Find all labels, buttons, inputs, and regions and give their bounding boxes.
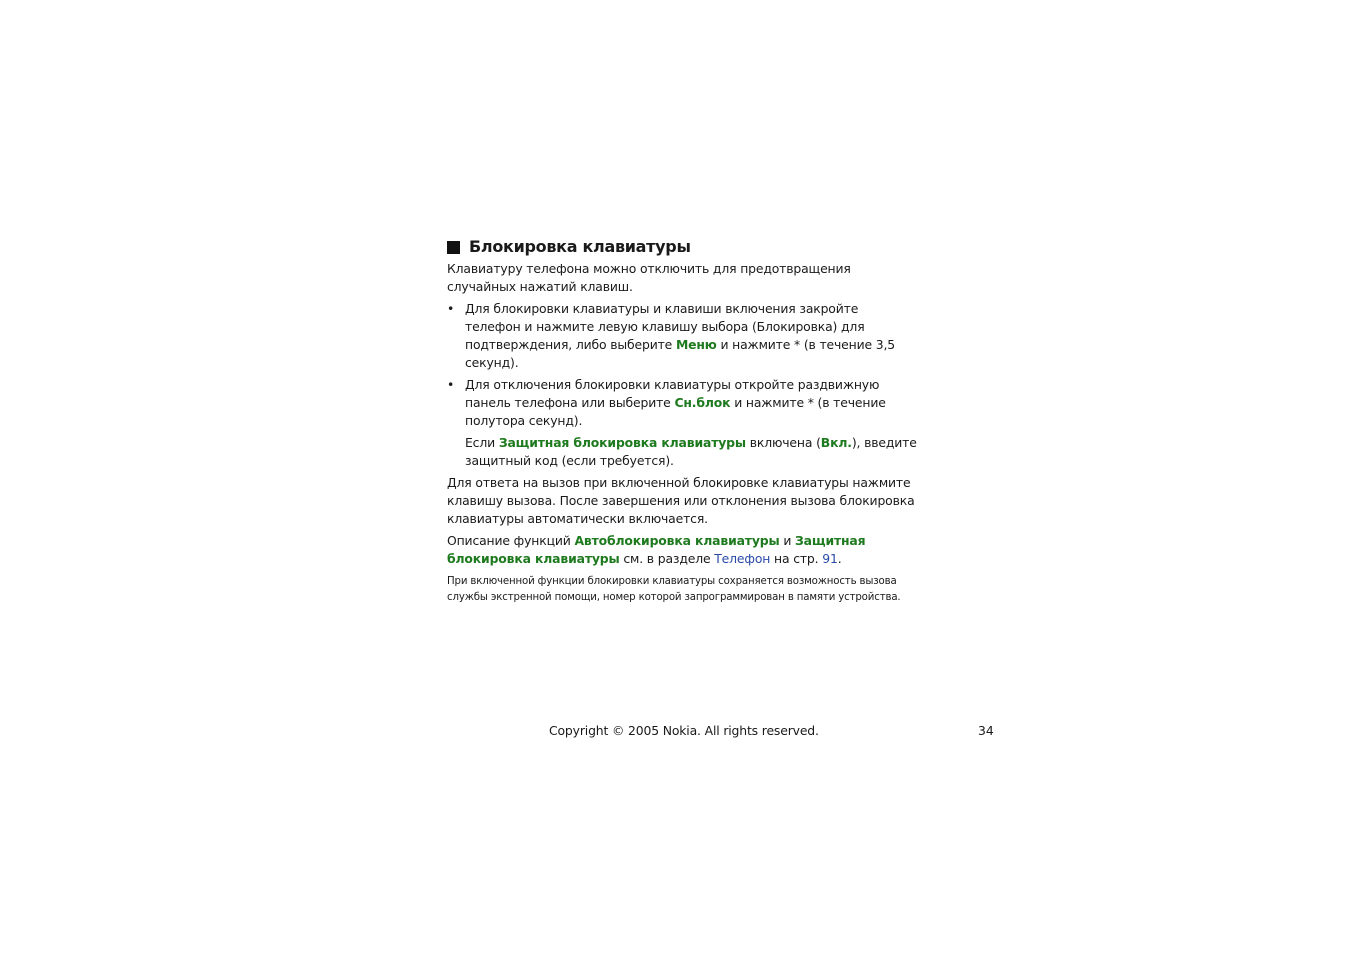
menu-term-auto-keyguard: Автоблокировка клавиатуры xyxy=(574,533,780,548)
section-title: Блокировка клавиатуры xyxy=(469,237,691,256)
list-item xyxy=(447,300,917,372)
intro-paragraph: Клавиатуру телефона можно отключить для предотвращения случайных нажатий клавиш. xyxy=(447,261,851,294)
menu-term-unlock: Сн.блок xyxy=(674,395,731,410)
phone-section-link[interactable]: Телефон xyxy=(714,551,771,566)
black-square-icon xyxy=(447,241,460,254)
security-note-paragraph xyxy=(447,434,917,470)
security-note-text: ), введите защитный код (если требуется). xyxy=(465,435,917,468)
page-number: 34 xyxy=(978,723,994,738)
answer-call-paragraph: Для ответа на вызов при включенной блокировке клавиатуры нажмите клавишу вызова. После завершения или отклонения вызова блокировка клавиатуры автоматически включается. xyxy=(447,475,915,526)
list-item-text: и нажмите * (в течение 3,5 секунд). xyxy=(465,337,896,370)
emergency-note: При включенной функции блокировки клавиатуры сохраняется возможность вызова службы экстренной помощи, номер которой запрограммирован в памяти устройства. xyxy=(447,576,901,603)
menu-term-on: Вкл. xyxy=(820,435,852,450)
security-note-text: Если xyxy=(465,435,499,450)
bullet-dot-icon: • xyxy=(447,377,455,392)
reference-text: см. в разделе xyxy=(619,551,715,566)
menu-term-security-keyguard: Защитная блокировка клавиатуры xyxy=(498,435,746,450)
reference-text: и xyxy=(779,533,796,548)
list-item-text: Для блокировки клавиатуры и клавиши включения закройте телефон и нажмите левую клавишу выбора (Блокировка) для подтверждения, либо выберите xyxy=(465,301,865,352)
menu-term-security-keyguard: Защитная блокировка клавиатуры xyxy=(447,533,866,566)
instruction-list xyxy=(447,300,917,430)
copyright-footer: Copyright © 2005 Nokia. All rights reserved. xyxy=(549,723,819,738)
page-91-link[interactable]: 91 xyxy=(822,551,838,566)
reference-text: Описание функций xyxy=(447,533,575,548)
bullet-dot-icon: • xyxy=(447,301,455,316)
list-item-text: Для отключения блокировки клавиатуры откройте раздвижную панель телефона или выберите xyxy=(465,377,880,410)
reference-text: . xyxy=(837,551,842,566)
security-note-text: включена ( xyxy=(745,435,821,450)
list-item-text: и нажмите * (в течение полутора секунд). xyxy=(465,395,886,428)
menu-term-menu: Меню xyxy=(675,337,717,352)
list-item xyxy=(447,376,917,430)
section-heading xyxy=(447,236,917,258)
reference-text: на стр. xyxy=(770,551,823,566)
document-body xyxy=(447,236,917,610)
reference-paragraph xyxy=(447,532,917,568)
